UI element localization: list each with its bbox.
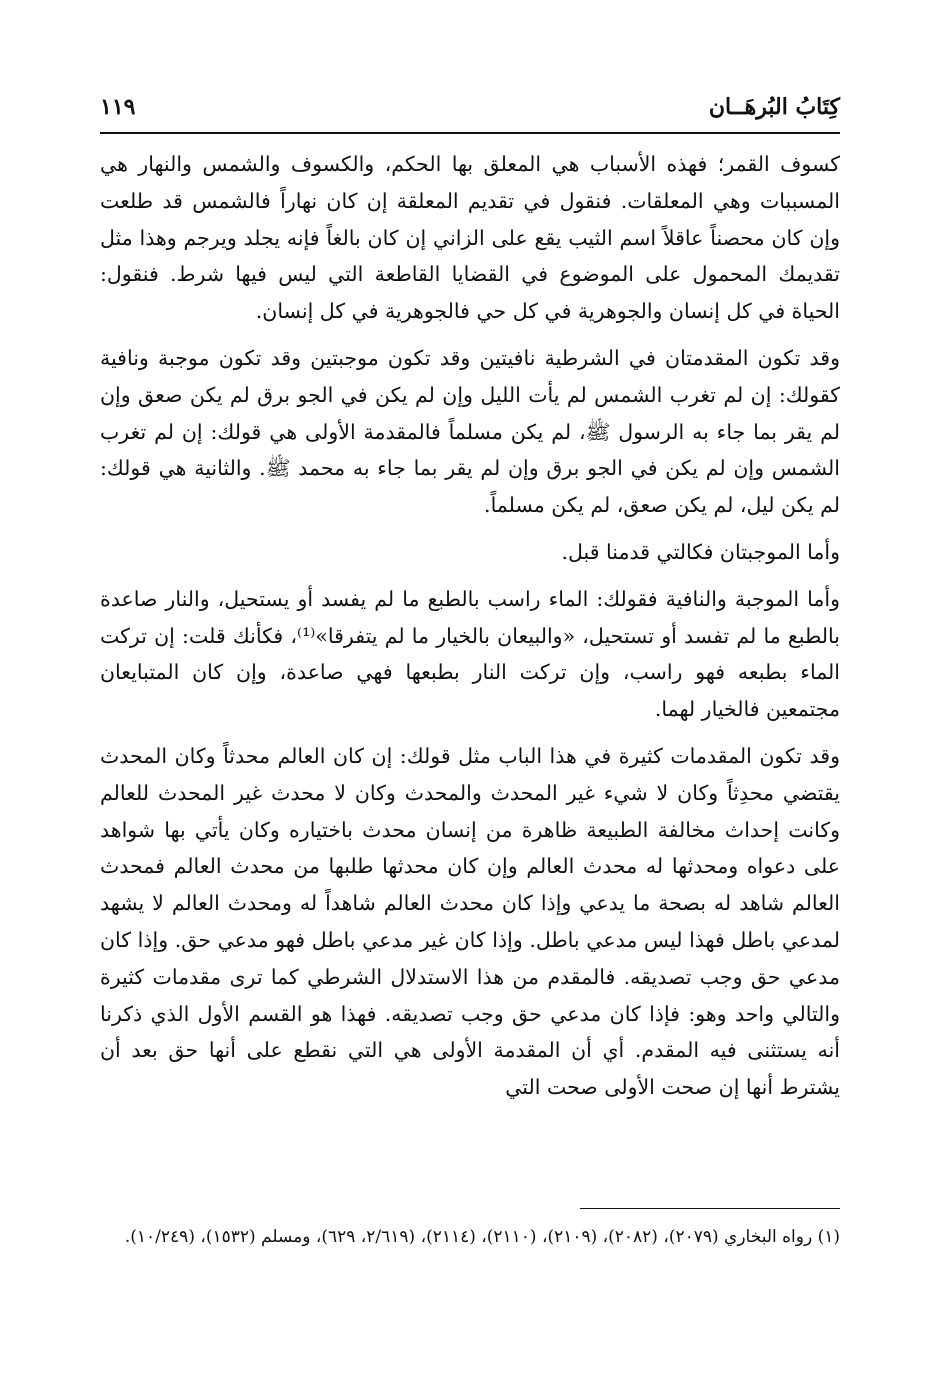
running-title: كِتَابُ البُرهَــان xyxy=(708,94,840,120)
page-number: ١١٩ xyxy=(100,94,136,120)
paragraph-3: وأما الموجبتان فكالتي قدمنا قبل. xyxy=(561,539,840,564)
paragraph-1: كسوف القمر؛ فهذه الأسباب هي المعلق بها الحكم، والكسوف والشمس والنهار هي المسببات وهي المعلقات. فنقول في تقديم المعلقة إن كان نهاراً فالشمس قد طلعت وإن كان محصناً عاقلاً اسم الثيب يقع على الزاني إن كان بالغاً فإنه يجلد ويرجم وهذا مثل تقديمك المحمول على الموضوع في القضايا القاطعة التي ليس فيها شرط. فنقول: الحياة في كل إنسان والجوهرية في كل حي فالجوهرية في كل إنسان. xyxy=(100,152,840,324)
paragraph-4: وأما الموجبة والنافية فقولك: الماء راسب بالطبع ما لم يفسد أو يستحيل، والنار صاعدة بالطبع ما لم تفسد أو تستحيل، «والبيعان بالخيار ما لم يتفرقا»⁽¹⁾، فكأنك قلت: إن تركت الماء بطبعه فهو راسب، وإن تركت النار بطبعها فهي صاعدة، وإن كان المتبايعان مجتمعين فالخيار لهما. xyxy=(100,586,840,722)
running-header xyxy=(100,90,840,130)
paragraph-5: وقد تكون المقدمات كثيرة في هذا الباب مثل قولك: إن كان العالم محدثاً وكان المحدث يقتضي محدِثاً وكان لا شيء غير المحدث والمحدث وكان لا محدث غير المحدث للعالم وكانت إحداث مخالفة الطبيعة ظاهرة من إنسان محدث باختياره وكان يأتي بها شواهد على دعواه ومحدثها له محدث العالم وإن كان محدثها طلبها من محدث العالم فمحدث العالم شاهد له بصحة ما يدعي وإذا كان محدث العالم شاهداً له ومحدث العالم لا يشهد لمدعي باطل فهذا ليس مدعي باطل. وإذا كان غير مدعي باطل فهو مدعي حق. وإذا كان مدعي حق وجب تصديقه. فالمقدم من هذا الاستدلال الشرطي كما ترى مقدمات كثيرة والتالي واحد وهو: فإذا كان مدعي حق وجب تصديقه. فهذا هو القسم الأول الذي ذكرنا أنه يستثنى فيه المقدم. أي أن المقدمة الأولى هي التي نقطع على أنها حق بعد أن يشترط أنها إن صحت الأولى صحت التي xyxy=(100,743,840,1100)
main-text xyxy=(100,146,840,1116)
paragraph-2: وقد تكون المقدمتان في الشرطية نافيتين وقد تكون موجبتين وقد تكون موجبة ونافية كقولك: إن لم تغرب الشمس لم يأت الليل وإن لم يكن في الجو برق لم يكن صعق وإن لم يقر بما جاء به الرسول ﷺ، لم يكن مسلماً فالمقدمة الأولى هي قولك: إن لم تغرب الشمس وإن لم يكن في الجو برق وإن لم يقر بما جاء به محمد ﷺ. والثانية هي قولك: لم يكن ليل، لم يكن صعق، لم يكن مسلماً. xyxy=(100,345,840,518)
book-page xyxy=(100,90,840,1330)
header-divider xyxy=(100,132,840,134)
footnote-divider xyxy=(580,1208,840,1209)
footnote: (١) رواه البخاري (٢٠٧٩)، (٢٠٨٢)، (٢١٠٩)، (٢١١٠)، (٢١١٤)، (٢/٦١٩، ٦٢٩)، ومسلم (١٥٣٢)، (١٠/٢٤٩). xyxy=(124,1227,840,1247)
